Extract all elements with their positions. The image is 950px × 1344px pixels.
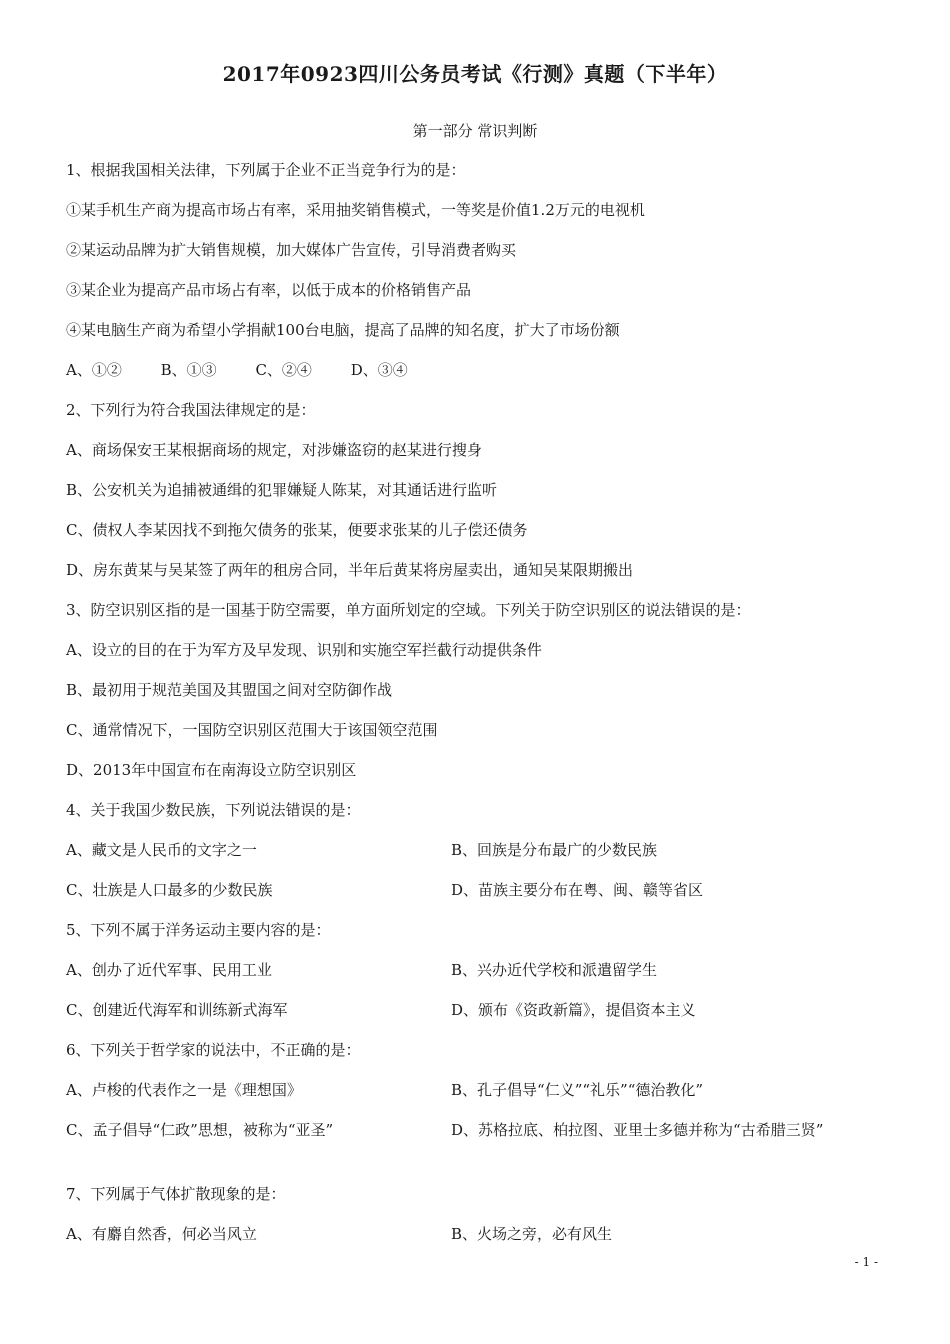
question-1-option-b: B、①③ — [160, 361, 217, 379]
question-2-option-b: B、公安机关为追捕被通缉的犯罪嫌疑人陈某，对其通话进行监听 — [66, 481, 498, 499]
question-1-options — [66, 358, 896, 398]
question-6-option-a: A、卢梭的代表作之一是《理想国》 — [66, 1081, 302, 1099]
question-5-option-a: A、创办了近代军事、民用工业 — [66, 961, 272, 979]
question-4-options-row-1 — [66, 838, 896, 878]
question-2-option-a: A、商场保安王某根据商场的规定，对涉嫌盗窃的赵某进行搜身 — [66, 441, 482, 459]
question-1-stem: 1、根据我国相关法律，下列属于企业不正当竞争行为的是： — [66, 161, 466, 179]
question-3-option-d: D、2013年中国宣布在南海设立防空识别区 — [66, 761, 357, 779]
question-1-option-d: D、③④ — [350, 361, 408, 379]
question-3-option-b: B、最初用于规范美国及其盟国之间对空防御作战 — [66, 681, 393, 699]
question-6-option-c: C、孟子倡导“仁政”思想，被称为“亚圣” — [66, 1121, 334, 1139]
question-5-option-d: D、颁布《资政新篇》，提倡资本主义 — [451, 1001, 696, 1019]
question-5-options-row-1 — [66, 958, 896, 998]
question-3-option-c: C、通常情况下，一国防空识别区范围大于该国领空范围 — [66, 721, 438, 739]
question-1-item-4: ④某电脑生产商为希望小学捐献100台电脑，提高了品牌的知名度，扩大了市场份额 — [66, 321, 620, 339]
question-6-options-row-2 — [66, 1118, 896, 1158]
question-2-option-c: C、债权人李某因找不到拖欠债务的张某，便要求张某的儿子偿还债务 — [66, 521, 528, 539]
question-4-stem: 4、关于我国少数民族，下列说法错误的是： — [66, 801, 361, 819]
question-4-option-a: A、藏文是人民币的文字之一 — [66, 841, 257, 859]
question-4-option-c: C、壮族是人口最多的少数民族 — [66, 881, 273, 899]
question-5-stem: 5、下列不属于洋务运动主要内容的是： — [66, 921, 331, 939]
question-4-option-b: B、回族是分布最广的少数民族 — [451, 841, 658, 859]
question-1-option-a: A、①② — [66, 361, 122, 379]
question-1-option-c: C、②④ — [255, 361, 312, 379]
question-1-item-3: ③某企业为提高产品市场占有率，以低于成本的价格销售产品 — [66, 281, 472, 299]
blank-line — [66, 1158, 896, 1182]
question-4-options-row-2 — [66, 878, 896, 918]
page-title: 2017年0923四川公务员考试《行测》真题（下半年） — [222, 62, 728, 86]
question-7-options-row-1 — [66, 1222, 896, 1262]
question-list — [66, 158, 896, 1262]
question-6-option-d: D、苏格拉底、柏拉图、亚里士多德并称为“古希腊三贤” — [451, 1121, 824, 1139]
page-number: - 1 - — [854, 1255, 878, 1269]
question-3-option-a: A、设立的目的在于为军方及早发现、识别和实施空军拦截行动提供条件 — [66, 641, 542, 659]
question-2-stem: 2、下列行为符合我国法律规定的是： — [66, 401, 316, 419]
question-4-option-d: D、苗族主要分布在粤、闽、赣等省区 — [451, 881, 704, 899]
question-5-option-c: C、创建近代海军和训练新式海军 — [66, 1001, 288, 1019]
question-3-stem: 3、防空识别区指的是一国基于防空需要，单方面所划定的空域。下列关于防空识别区的说法错误的是： — [66, 601, 751, 619]
question-7-stem: 7、下列属于气体扩散现象的是： — [66, 1185, 286, 1203]
section-title: 第一部分 常识判断 — [412, 122, 538, 140]
question-5-option-b: B、兴办近代学校和派遣留学生 — [451, 961, 658, 979]
question-7-option-b: B、火场之旁，必有风生 — [451, 1225, 613, 1243]
question-5-options-row-2 — [66, 998, 896, 1038]
question-7-option-a: A、有麝自然香，何必当风立 — [66, 1225, 257, 1243]
question-6-stem: 6、下列关于哲学家的说法中，不正确的是： — [66, 1041, 361, 1059]
question-2-option-d: D、房东黄某与吴某签了两年的租房合同，半年后黄某将房屋卖出，通知吴某限期搬出 — [66, 561, 634, 579]
question-6-options-row-1 — [66, 1078, 896, 1118]
question-1-item-2: ②某运动品牌为扩大销售规模，加大媒体广告宣传，引导消费者购买 — [66, 241, 517, 259]
question-6-option-b: B、孔子倡导“仁义”“礼乐”“德治教化” — [451, 1081, 704, 1099]
question-1-item-1: ①某手机生产商为提高市场占有率，采用抽奖销售模式，一等奖是价值1.2万元的电视机 — [66, 201, 645, 219]
